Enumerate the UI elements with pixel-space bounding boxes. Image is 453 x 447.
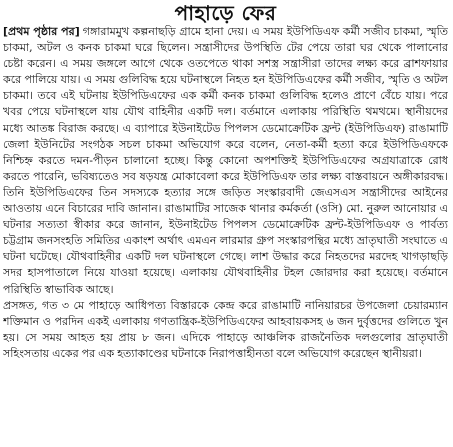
continued-from-front-page-tag: [প্রথম পৃষ্ঠার পর] xyxy=(3,25,80,38)
paragraph-2: প্রসঙ্গত, গত ৩ মে পাহাড়ে আধিপত্য বিস্তারকে কেন্দ্র করে রাঙামাটি নানিয়ারচর উপজেলা চেয়ারম্যান শক্তিমান ও পরদিন একই এলাকায় গণতান্ত্রিক-ইউপিডিএফের আহবায়কসহ ৬ জন দুর্বৃত্তদের গুলিতে খুন হয়। সে সময় আহত হয় প্রায় ৮ জন। এদিকে পাহাড়ে আঞ্চলিক রাজনৈতিক দলগুলোর ভ্রাতৃঘাতী সহিংসতায় একের পর এক হত্যাকাণ্ডের ঘটনাকে নিরাপত্তাহীনতা বলে অভিযোগ করেছেন স্থানীয়রা। xyxy=(3,298,448,360)
paragraph-1-text: গঙ্গারামমুখ কল্পনাছড়ি গ্রামে হানা দেয়। এ সময় ইউপিডিএফ কর্মী সজীব চাকমা, স্মৃতি চাকমা, অটল ও কনক চাকমা ঘরে ছিলেন। সন্ত্রাসীদের উপস্থিতি টের পেয়ে তারা ঘর থেকে পালানোর চেষ্টা করেন। এ সময় জঙ্গলে আগে থেকে ওতপেতে থাকা সশস্ত্র সন্ত্রাসীরা তাদের লক্ষ্য করে ব্রাশফায়ার করে পালিয়ে যায়। এ সময় গুলিবিদ্ধ হয়ে ঘটনাস্থলে নিহত হন ইউপিডিএফের কর্মী সজীব, স্মৃতি ও অটল চাকমা। তবে এই ঘটনায় ইউপিডিএফের এক কর্মী কনক চাকমা গুলিবিদ্ধ হলেও প্রাণে বেঁচে যায়। পরে খবর পেয়ে ঘটনাস্থলে যায় যৌথ বাহিনীর একটি দল। বর্তমানে এলাকায় পরিস্থিতি থমথমে। স্থানীয়দের মধ্যে আতঙ্ক বিরাজ করছে। এ ব্যাপারে ইউনাইটেড পিপলস ডেমোক্রেটিক ফ্রন্ট (ইউপিডিএফ) রাঙামাটি জেলা ইউনিটের সংগঠক সচল চাকমা অভিযোগ করে বলেন, নেতা-কর্মী হত্যা করে ইউপিডিএফকে নিশ্চিহ্ন করতে দমন-পীড়ন চালানো হচ্ছে। কিন্তু কোনো অপশক্তিই ইউপিডিএফের অগ্রযাত্রাকে রোধ করতে পারেনি, ভবিষ্যতেও সব ষড়যন্ত্র মোকাবেলা করে ইউপিডিএফ তার লক্ষ্য বাস্তবায়নে অঙ্গীকারবদ্ধ। তিনি ইউপিডিএফের তিন সদস্যকে হত্যার সঙ্গে জড়িত সংস্কারবাদী জেএসএস সন্ত্রাসীদের আইনের আওতায় এনে বিচারের দাবি জানান। রাঙামাটির সাজেক থানার কর্মকর্তা (ওসি) মো. নুরুল আনোয়ার এ ঘটনার সত্যতা স্বীকার করে জানান, ইউনাইটেড পিপলস ডেমোক্রেটিক ফ্রন্ট-ইউপিডিএফ ও পার্বত্য চট্টগ্রাম জনসংহতি সমিতির একাংশ অর্থাৎ এমএন লারমার গ্রুপ সংস্কারপন্থির মধ্যে ভ্রাতৃঘাতী সংঘাতে এ ঘটনা ঘটেছে। যৌথবাহিনীর একটি দল ঘটনাস্থলে গেছে। লাশ উদ্ধার করে নিহতদের মরদেহ খাগড়াছড়ি সদর হাসপাতালে নিয়ে যাওয়া হয়েছে। এলাকায় যৌথবাহিনীর টহল জোরদার করা হয়েছে। বর্তমানে পরিস্থিতি স্বাভাবিক আছে। xyxy=(3,25,448,296)
news-clipping xyxy=(3,2,448,443)
article-body xyxy=(3,24,448,442)
headline: পাহাড়ে ফের xyxy=(174,1,277,25)
paragraph-1 xyxy=(3,24,448,298)
